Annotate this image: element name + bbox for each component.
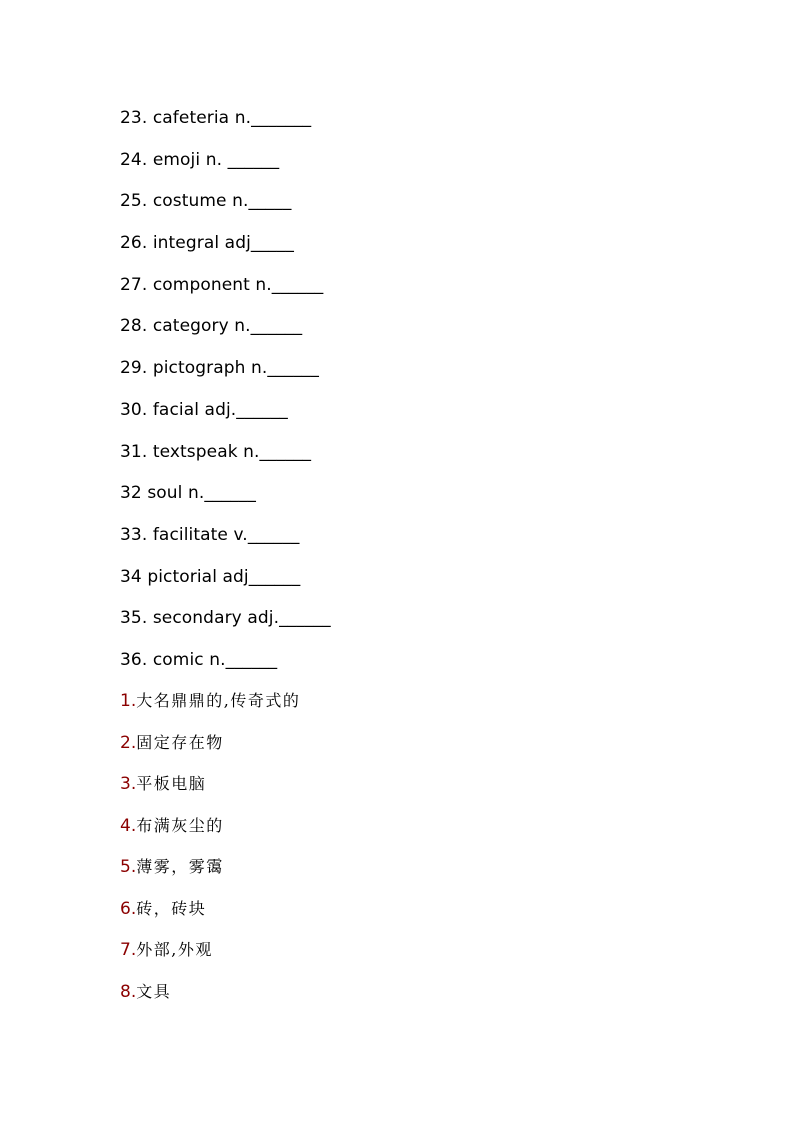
meaning-text: 砖，砖块 <box>136 898 207 918</box>
meaning-item <box>120 978 300 1020</box>
meaning-item <box>120 687 300 729</box>
vocab-item-36: 36. comic n.______ <box>120 649 278 670</box>
meaning-text: 薄雾，雾霭 <box>136 857 224 876</box>
vocab-item-30: 30. facial adj.______ <box>120 399 288 420</box>
vocabulary-list <box>120 104 331 688</box>
meaning-number: 1. <box>120 691 137 711</box>
meaning-number: 3. <box>120 774 137 794</box>
meaning-item <box>120 812 300 854</box>
meaning-text: 大名鼎鼎的,传奇式的 <box>136 691 301 710</box>
meaning-text: 布满灰尘的 <box>136 815 224 835</box>
meaning-number: 6. <box>120 898 137 919</box>
meaning-item <box>120 895 300 937</box>
meaning-number: 5. <box>120 857 137 877</box>
vocab-item-23: 23. cafeteria n._______ <box>120 108 312 128</box>
meaning-list <box>120 687 300 1019</box>
vocab-item-24: 24. emoji n. ______ <box>120 149 280 170</box>
vocab-item-31: 31. textspeak n.______ <box>120 441 312 462</box>
vocab-item-27: 27. component n.______ <box>120 274 324 295</box>
vocab-item-26: 26. integral adj_____ <box>120 233 294 254</box>
vocab-item-34: 34 pictorial adj______ <box>120 566 301 587</box>
meaning-text: 文具 <box>136 981 172 1001</box>
meaning-number: 7. <box>120 940 137 960</box>
vocab-item-35: 35. secondary adj.______ <box>120 608 331 629</box>
meaning-item <box>120 853 300 895</box>
meaning-text: 平板电脑 <box>136 774 207 793</box>
meaning-item <box>120 729 300 771</box>
vocab-item-32: 32 soul n.______ <box>120 483 256 504</box>
meaning-text: 固定存在物 <box>136 732 224 752</box>
meaning-text: 外部,外观 <box>136 940 213 959</box>
meaning-item <box>120 770 300 812</box>
meaning-number: 4. <box>120 815 137 836</box>
meaning-number: 2. <box>120 732 137 753</box>
vocab-item-28: 28. category n.______ <box>120 316 303 337</box>
vocab-item-25: 25. costume n._____ <box>120 191 292 212</box>
vocab-item-29: 29. pictograph n.______ <box>120 358 320 379</box>
meaning-number: 8. <box>120 981 137 1002</box>
meaning-item <box>120 936 300 978</box>
vocab-item-33: 33. facilitate v.______ <box>120 524 300 545</box>
